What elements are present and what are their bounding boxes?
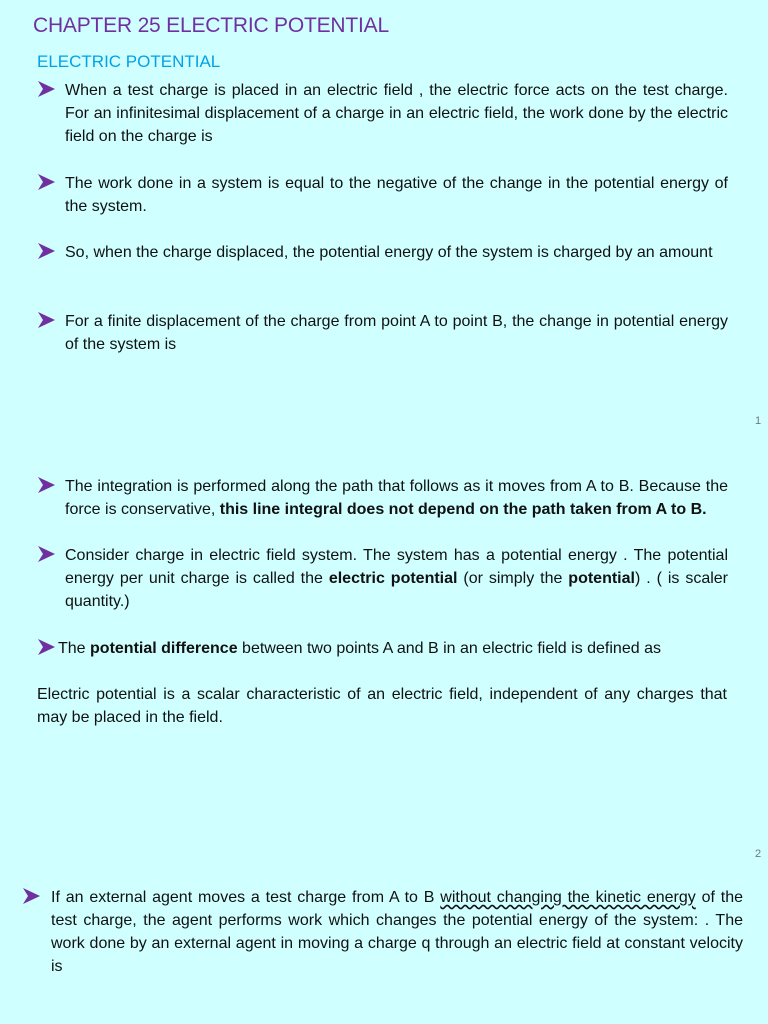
page-number: 2 [755, 848, 762, 860]
bullet-text [51, 886, 743, 978]
bullet-text [65, 475, 728, 521]
page-number: 1 [755, 415, 762, 427]
bullet-item [38, 475, 728, 521]
arrow-bullet-icon [38, 81, 55, 97]
body-paragraph: Electric potential is a scalar characteristic of an electric field, independent of any charges that may be placed in the field. [37, 686, 727, 726]
bullet-text: For a finite displacement of the charge from point A to point B, the change in potential energy of the system is [65, 313, 728, 353]
arrow-bullet-icon [38, 243, 55, 259]
bullet-text: When a test charge is placed in an electric field , the electric force acts on the test charge. For an infinitesimal displacement of a charge in an electric field, the work done by the electric field on the charge is [65, 82, 728, 145]
arrow-bullet-icon [38, 312, 55, 328]
text-run: of the test charge, the agent performs work which changes the potential energy of the system: . The work done by an external agent in moving a charge q through an electric field at constant velocity is [51, 889, 743, 975]
bullet-item [38, 544, 728, 613]
bullet-item [38, 172, 728, 218]
chapter-title: CHAPTER 25 ELECTRIC POTENTIAL [33, 14, 389, 37]
bold-text: electric potential [328, 570, 458, 587]
bullet-text [65, 544, 728, 613]
section-title: ELECTRIC POTENTIAL [37, 52, 221, 71]
bullet-item [38, 241, 728, 264]
underlined-text: without changing the kinetic energy [440, 889, 696, 906]
arrow-bullet-icon [38, 639, 55, 655]
bullet-text: The work done in a system is equal to the negative of the change in the potential energy of the system. [65, 175, 728, 215]
text-run: Consider charge in electric field system. The system has a potential energy . The potential energy per unit charge is called the [65, 547, 728, 587]
bold-text: this line integral does not depend on the path taken from A to B. [219, 501, 707, 518]
bullet-item [38, 310, 728, 356]
bullet-text: So, when the charge displaced, the potential energy of the system is charged by an amount [65, 244, 713, 261]
arrow-bullet-icon [38, 174, 55, 190]
text-run: The [58, 640, 91, 657]
bold-text: potential [568, 570, 635, 587]
text-run: The integration is performed along the path that follows as it moves from A to B. Because the force is conservative, [65, 478, 728, 518]
text-run: If an external agent moves a test charge from A to B [51, 889, 441, 906]
text-run: ) . ( is scaler quantity.) [65, 570, 728, 610]
text-run: (or simply the [457, 570, 569, 587]
arrow-bullet-icon [38, 546, 55, 562]
bold-text: potential difference [90, 640, 238, 657]
arrow-bullet-icon [38, 477, 55, 493]
bullet-item [38, 79, 728, 148]
bullet-text [58, 637, 661, 660]
bullet-item [38, 637, 738, 660]
arrow-bullet-icon [23, 888, 40, 904]
text-run: between two points A and B in an electric field is defined as [237, 640, 661, 657]
bullet-item [23, 886, 743, 978]
